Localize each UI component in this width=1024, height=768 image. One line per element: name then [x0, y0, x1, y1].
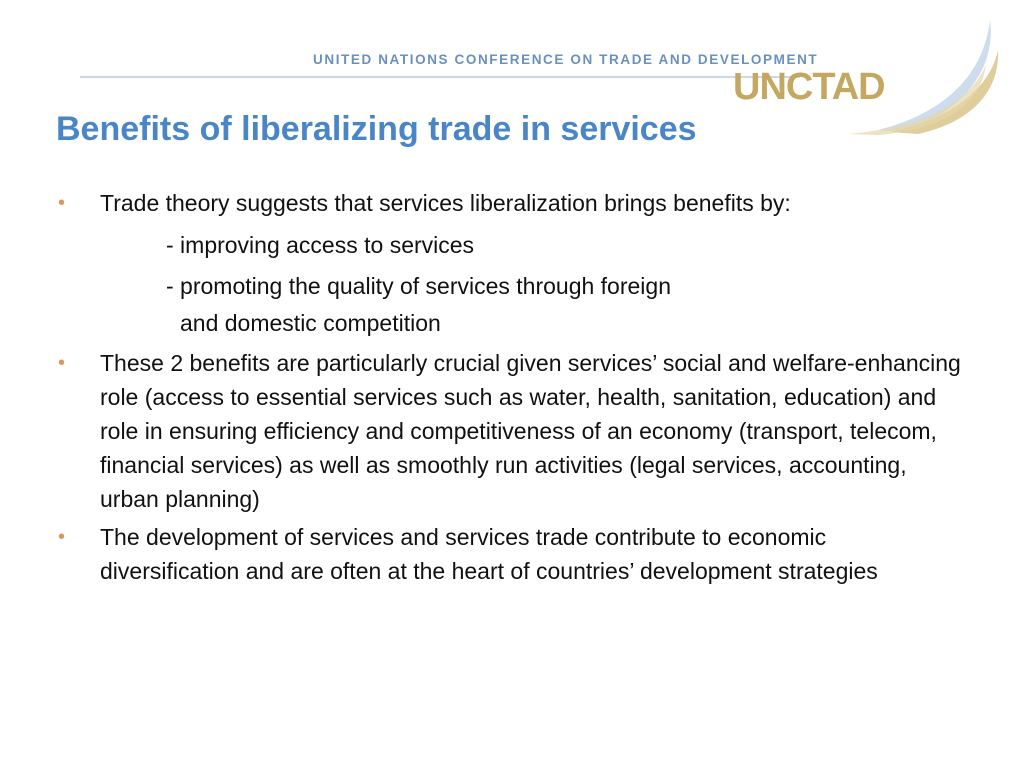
bullet-dot-icon: • — [58, 352, 66, 374]
bullet-text: Trade theory suggests that services liberalization brings benefits by: — [100, 190, 791, 216]
bullet-item — [58, 186, 968, 224]
slide-body — [58, 186, 968, 588]
sub-point: - improving access to services — [166, 232, 475, 258]
bullet-item — [58, 520, 968, 588]
slide-title: Benefits of liberalizing trade in services — [56, 110, 697, 148]
organization-name: UNITED NATIONS CONFERENCE ON TRADE AND DEVELOPMENT — [313, 52, 819, 67]
sub-point: - promoting the quality of services through foreign — [166, 273, 671, 299]
unctad-logo-text: UNCTAD — [733, 66, 885, 108]
bullet-text: These 2 benefits are particularly crucial given services’ social and welfare-enhancing role (access to essential services such as water, health, sanitation, education) and role in ensuring efficiency and competitiveness of an economy (transport, telecom, financial services) as well as smoothly run activities (legal services, accounting, urban planning) — [100, 350, 961, 512]
bullet-item — [58, 346, 968, 516]
bullet-dot-icon: • — [58, 526, 66, 548]
bullet-text: The development of services and services trade contribute to economic diversification and are often at the heart of countries’ development strategies — [100, 524, 878, 584]
sub-point-continuation: and domestic competition — [180, 310, 441, 336]
bullet-dot-icon: • — [58, 192, 66, 214]
header-divider-line — [80, 76, 800, 78]
